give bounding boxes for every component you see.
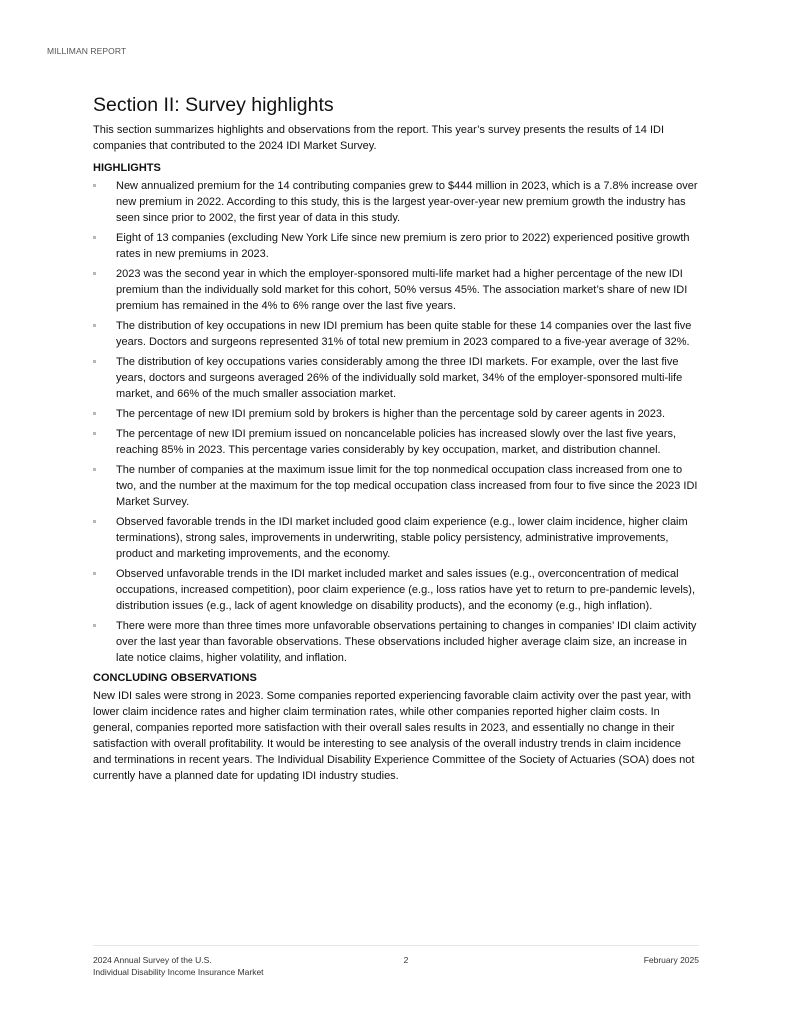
highlight-text: The percentage of new IDI premium issued on noncancelable policies has increased slowly over the last five years, reaching 85% in 2023. This percentage varies considerably by key occupation, market, and distribution channel. xyxy=(116,428,677,456)
bullet-marker xyxy=(93,572,96,575)
highlight-text: Eight of 13 companies (excluding New York Life since new premium is zero prior to 2022) experienced positive growth rates in new premiums in 2023. xyxy=(116,232,690,260)
highlight-text: The number of companies at the maximum issue limit for the top nonmedical occupation class increased from one to two, and the number at the maximum for the top medical occupation class increased from four to five since the 2023 IDI Market Survey. xyxy=(116,464,698,508)
highlight-text: 2023 was the second year in which the employer-sponsored multi-life market had a higher percentage of the new IDI premium than the individually sold market for this cohort, 50% versus 45%. The association market’s share of new IDI premium has remained in the 4% to 6% range over the last five years. xyxy=(116,268,688,312)
footer-title-line-1: 2024 Annual Survey of the U.S. xyxy=(93,955,212,965)
highlight-text: Observed unfavorable trends in the IDI market included market and sales issues (e.g., overconcentration of medical occupations, increased competition), poor claim experience (e.g., loss ratios have yet to return to pre-pandemic levels), distribution issues (e.g., lack of agent knowledge on disability products), and the economy (e.g., high inflation). xyxy=(116,568,696,612)
bullet-marker xyxy=(93,236,96,239)
footer-date: February 2025 xyxy=(643,955,699,965)
bullet-marker xyxy=(93,412,96,415)
page-number: 2 xyxy=(403,955,409,965)
concluding-text: New IDI sales were strong in 2023. Some companies reported experiencing favorable claim activity over the past year, with lower claim incidence rates and higher claim termination rates, while other companies reported higher claim costs. In general, companies reported more satisfaction with their overall sales results in 2023, and essentially no change in their satisfaction with overall profitability. It would be interesting to see analysis of the overall industry trends in claim incidence and terminations in recent years. The Individual Disability Experience Committee of the Society of Actuaries (SOA) does not currently have a planned date for updating IDI industry studies. xyxy=(93,690,695,782)
highlight-text: The distribution of key occupations in new IDI premium has been quite stable for these 14 companies over the last five years. Doctors and surgeons represented 31% of total new premium in 2023 compared to a five-year average of 32%. xyxy=(116,320,692,348)
footer-divider xyxy=(93,945,699,946)
highlight-item xyxy=(93,514,699,562)
highlight-item xyxy=(93,406,699,422)
highlight-item xyxy=(93,266,699,314)
highlight-text: The percentage of new IDI premium sold by brokers is higher than the percentage sold by career agents in 2023. xyxy=(116,408,666,420)
highlight-text: The distribution of key occupations varies considerably among the three IDI markets. For example, over the last five years, doctors and surgeons averaged 26% of the individually sold market, 34% of the employer-sponsored multi-life market, and 66% of the much smaller association market. xyxy=(116,356,683,400)
highlight-item xyxy=(93,178,699,226)
bullet-marker xyxy=(93,624,96,627)
bullet-marker xyxy=(93,184,96,187)
bullet-marker xyxy=(93,360,96,363)
running-header: MILLIMAN REPORT xyxy=(47,46,127,56)
highlights-heading: HIGHLIGHTS xyxy=(93,162,161,174)
bullet-marker xyxy=(93,432,96,435)
highlight-text: New annualized premium for the 14 contributing companies grew to $444 million in 2023, which is a 7.8% increase over new premium in 2022. According to this study, this is the largest year-over-year new premium growth the industry has seen since prior to 2002, the first year of data in this study. xyxy=(116,180,698,224)
bullet-marker xyxy=(93,468,96,471)
highlight-item xyxy=(93,426,699,458)
page-content xyxy=(93,94,699,784)
section-title: Section II: Survey highlights xyxy=(93,94,334,116)
bullet-marker xyxy=(93,324,96,327)
highlight-item xyxy=(93,462,699,510)
highlight-text: Observed favorable trends in the IDI market included good claim experience (e.g., lower claim incidence, higher claim terminations), strong sales, improvements in underwriting, stable policy persistency, administrative improvements, product and marketing improvements, and the economy. xyxy=(116,516,688,560)
highlight-item xyxy=(93,618,699,666)
concluding-heading: CONCLUDING OBSERVATIONS xyxy=(93,672,257,684)
footer-report-title xyxy=(93,954,264,978)
footer-title-line-2: Individual Disability Income Insurance Market xyxy=(93,967,264,977)
highlight-item xyxy=(93,566,699,614)
bullet-marker xyxy=(93,520,96,523)
highlight-item xyxy=(93,318,699,350)
highlights-list xyxy=(93,178,699,666)
highlight-item xyxy=(93,230,699,262)
highlight-item xyxy=(93,354,699,402)
highlight-text: There were more than three times more unfavorable observations pertaining to changes in companies’ IDI claim activity over the last year than favorable observations. These observations included higher average claim size, an increase in late notice claims, higher volatility, and inflation. xyxy=(116,620,697,664)
bullet-marker xyxy=(93,272,96,275)
section-intro: This section summarizes highlights and observations from the report. This year’s survey presents the results of 14 IDI companies that contributed to the 2024 IDI Market Survey. xyxy=(93,124,665,152)
